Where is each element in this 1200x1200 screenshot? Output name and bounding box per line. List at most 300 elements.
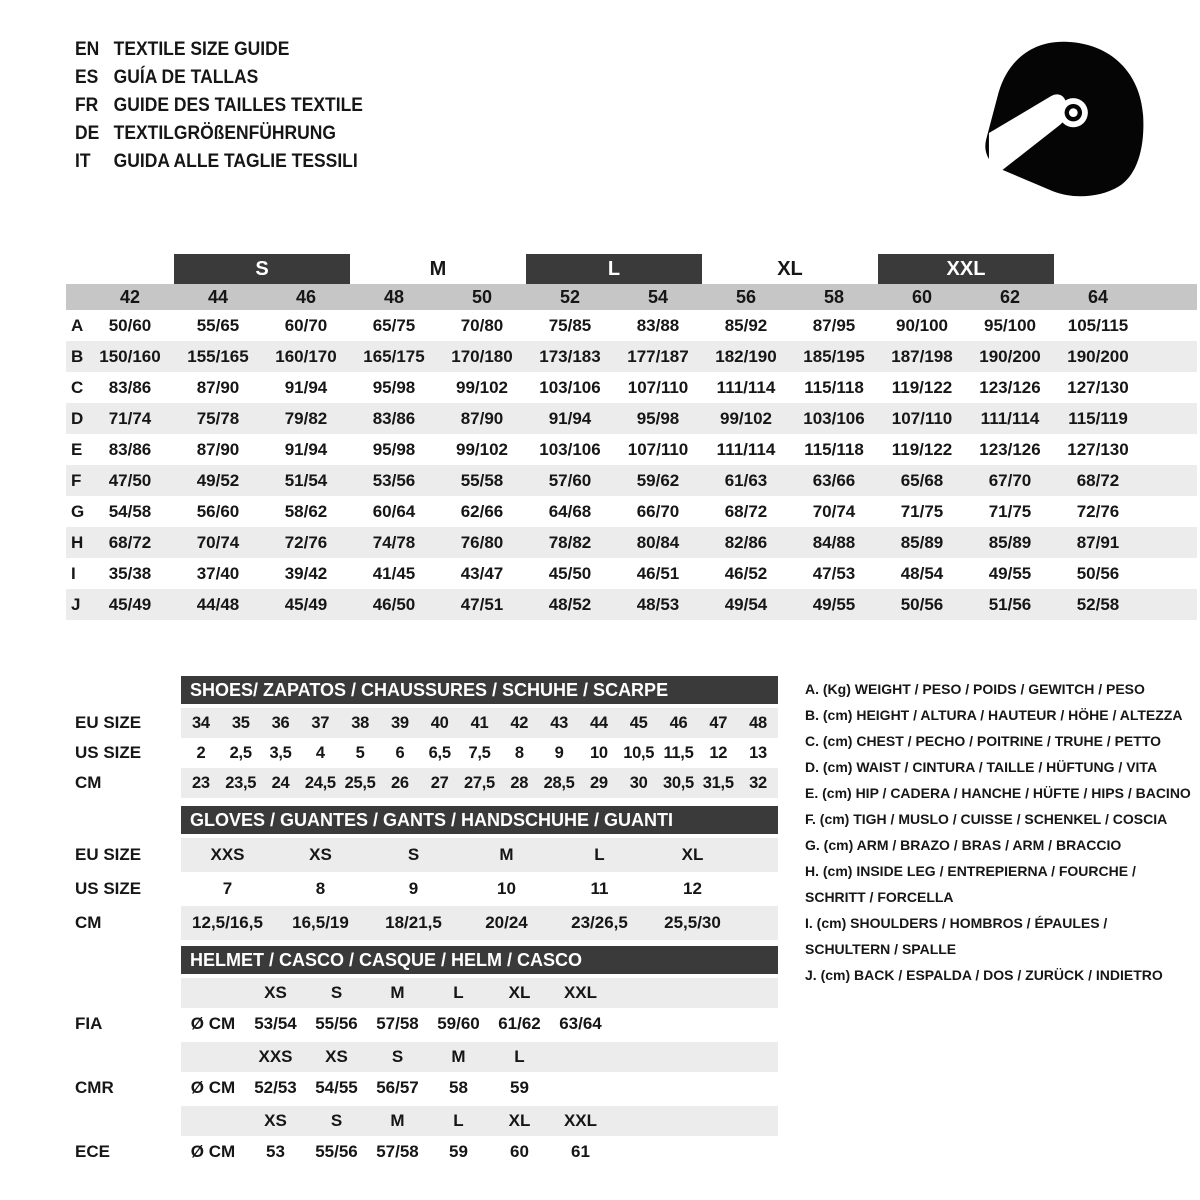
size-band: XL [777, 258, 803, 280]
row-label: US SIZE [75, 743, 142, 762]
language-code: IT [75, 151, 91, 172]
helmet-size-header-cell: M [451, 1047, 466, 1066]
row-label-spacer [66, 1042, 181, 1072]
size-cell: 9 [408, 879, 419, 898]
size-band-row [66, 254, 1197, 284]
language-row [75, 64, 363, 92]
helmet-size-cell: 59 [449, 1142, 468, 1161]
measurement-cell: 51/54 [284, 470, 328, 490]
measurement-cell: 70/74 [812, 501, 856, 521]
measurement-cell: 71/74 [108, 408, 152, 428]
row-label: CM [75, 913, 102, 932]
measurement-cell: 50/56 [1076, 563, 1120, 583]
measurement-cell: 54/58 [108, 501, 152, 521]
measurement-cell: 187/198 [891, 346, 953, 366]
measurement-cell: 75/85 [548, 315, 592, 335]
measurement-cell: 76/80 [460, 532, 504, 552]
size-band [1054, 254, 1142, 284]
size-cell: 47 [709, 713, 728, 732]
size-cell: XL [681, 845, 704, 864]
measurement-cell: 82/86 [724, 532, 768, 552]
helmet-size-cell: 56/57 [376, 1078, 419, 1097]
helmet-size-cell: 55/56 [315, 1014, 358, 1033]
size-cell: 38 [351, 713, 369, 732]
size-cell: 26 [391, 773, 409, 792]
measurement-row [66, 372, 1197, 403]
measurement-row-label: E [71, 439, 83, 459]
language-title: GUIDE DES TAILLES TEXTILE [113, 95, 363, 116]
helmet-value-row [66, 1008, 778, 1040]
size-cell: 23/26,5 [571, 913, 628, 932]
measurement-cell: 95/98 [372, 377, 416, 397]
measurement-row [66, 527, 1197, 558]
helmet-size-cell: 63/64 [559, 1014, 602, 1033]
measurement-row-label: I [71, 563, 76, 583]
helmet-size-header-cell: L [453, 1111, 464, 1130]
measurement-cell: 95/100 [984, 315, 1036, 335]
language-title: GUÍA DE TALLAS [113, 67, 259, 88]
legend-item [805, 702, 1198, 728]
size-cell: XS [309, 845, 332, 864]
measurement-cell: 83/88 [636, 315, 680, 335]
size-cell: 30,5 [663, 773, 694, 792]
measurement-cell: 67/70 [988, 470, 1032, 490]
size-cell: 29 [589, 773, 608, 792]
size-cell: 31,5 [702, 773, 734, 792]
gloves-title-bar: GLOVES / GUANTES / GANTS / HANDSCHUHE / GUANTI [181, 806, 778, 834]
measurement-cell: 68/72 [1076, 470, 1120, 490]
size-cell: 2,5 [229, 743, 252, 762]
language-code: EN [75, 39, 100, 60]
measurement-cell: 85/92 [724, 315, 768, 335]
language-title: TEXTILE SIZE GUIDE [113, 39, 290, 60]
language-title: TEXTILGRÖßENFÜHRUNG [113, 123, 337, 144]
measurement-cell: 99/102 [456, 439, 508, 459]
language-code: FR [75, 95, 99, 116]
row-cells [181, 1042, 778, 1072]
helmet-size-header-cell: S [330, 1111, 343, 1130]
measurement-cell: 65/68 [900, 470, 944, 490]
row-label: CM [75, 773, 102, 792]
size-cell: 10 [497, 879, 516, 898]
measurement-cell: 111/114 [716, 377, 776, 397]
measurement-cell: 123/126 [979, 377, 1041, 397]
measurement-row-label: G [71, 501, 85, 521]
size-cell: 24,5 [304, 773, 336, 792]
measurement-cell: 48/52 [548, 594, 592, 614]
measurement-cell: 87/90 [196, 377, 240, 397]
size-cell: XXS [210, 845, 245, 864]
size-cell: 43 [550, 713, 568, 732]
legend-item [805, 910, 1198, 962]
measurement-row-label: J [71, 594, 81, 614]
size-cell: 11,5 [663, 743, 694, 762]
measurement-cell: 83/86 [108, 439, 152, 459]
size-cell: 9 [554, 743, 564, 762]
measurement-cell: 95/98 [372, 439, 416, 459]
size-cell: 25,5/30 [664, 913, 721, 932]
legend-item [805, 806, 1198, 832]
measurement-cell: 72/76 [284, 532, 328, 552]
row-cells [181, 838, 778, 872]
measurement-cell: 123/126 [979, 439, 1041, 459]
measurement-cell: 57/60 [548, 470, 592, 490]
size-band: L [526, 254, 702, 284]
textile-size-table [66, 254, 1197, 620]
size-cell: 27,5 [464, 773, 495, 792]
helmet-size-header-cell: XL [508, 983, 531, 1002]
measurement-cell: 155/165 [187, 346, 249, 366]
measurement-cell: 35/38 [108, 563, 152, 583]
measurement-cell: 49/55 [812, 594, 856, 614]
measurement-cell: 70/80 [460, 315, 504, 335]
measurement-cell: 103/106 [803, 408, 865, 428]
size-cell: 2 [196, 743, 206, 762]
measurement-cell: 52/58 [1076, 594, 1120, 614]
measurement-cell: 46/52 [724, 563, 768, 583]
helmet-value-row [66, 1136, 778, 1168]
helmet-size-cell: 61 [571, 1142, 590, 1161]
size-cell: S [407, 845, 420, 864]
size-cell: 7 [222, 879, 233, 898]
shoes-size-table [66, 676, 778, 798]
size-cell: 44 [589, 713, 608, 732]
measurement-cell: 107/110 [627, 439, 689, 459]
legend-item [805, 780, 1198, 806]
legend-item [805, 962, 1198, 988]
measurement-cell: 71/75 [900, 501, 944, 521]
measurement-cell: 68/72 [724, 501, 768, 521]
size-cell: 3,5 [269, 743, 292, 762]
helmet-size-header-cell: S [391, 1047, 404, 1066]
column-header-cell: 52 [559, 286, 581, 307]
measurement-row [66, 341, 1197, 372]
helmet-size-cell: 57/58 [376, 1142, 419, 1161]
measurement-cell: 111/114 [716, 439, 776, 459]
measurement-cell: 55/58 [460, 470, 504, 490]
measurement-cell: 50/60 [108, 315, 152, 335]
measurement-row [66, 558, 1197, 589]
measurement-cell: 79/82 [284, 408, 328, 428]
legend-line: F. (cm) TIGH / MUSLO / CUISSE / SCHENKEL / COSCIA [805, 811, 1168, 827]
size-cell: 10 [589, 743, 608, 762]
measurement-row [66, 496, 1197, 527]
row-label-spacer [66, 1106, 181, 1136]
size-cell: 27 [430, 773, 449, 792]
size-cell: 10,5 [623, 743, 655, 762]
measurement-cell: 47/50 [108, 470, 152, 490]
measurement-cell: 185/195 [803, 346, 865, 366]
size-cell: 12,5/16,5 [192, 913, 263, 932]
measurement-cell: 66/70 [636, 501, 680, 521]
helmet-size-cell: 58 [449, 1078, 468, 1097]
legend-line: A. (Kg) WEIGHT / PESO / POIDS / GEWITCH / PESO [805, 681, 1145, 697]
legend-line: H. (cm) INSIDE LEG / ENTREPIERNA / FOURCHE / [805, 863, 1136, 879]
gloves-row [66, 838, 778, 872]
measurement-cell: 45/49 [108, 594, 152, 614]
measurement-row-label: F [71, 470, 82, 490]
language-row [75, 36, 363, 64]
measurement-cell: 65/75 [372, 315, 416, 335]
measurement-cell: 115/118 [804, 377, 864, 397]
helmet-size-cell: 53/54 [254, 1014, 297, 1033]
measurement-cell: 59/62 [636, 470, 680, 490]
size-cell: 45 [629, 713, 648, 732]
size-band: M [429, 258, 447, 280]
size-cell: 34 [192, 713, 210, 732]
measurement-cell: 105/115 [1067, 315, 1129, 335]
measurement-cell: 48/54 [900, 563, 944, 583]
size-cell: 12 [709, 743, 728, 762]
language-code: ES [75, 67, 99, 88]
helmet-size-table [66, 946, 778, 1170]
measurement-cell: 45/50 [548, 563, 592, 583]
helmet-size-cell: 61/62 [498, 1014, 541, 1033]
row-label: US SIZE [75, 879, 142, 898]
measurement-cell: 87/95 [812, 315, 856, 335]
measurement-cell: 46/50 [372, 594, 416, 614]
legend-line: J. (cm) BACK / ESPALDA / DOS / ZURÜCK / INDIETRO [805, 967, 1163, 983]
helmet-title-bar: HELMET / CASCO / CASQUE / HELM / CASCO [181, 946, 778, 974]
measurement-cell: 103/106 [539, 439, 601, 459]
helmet-size-header-row [66, 978, 778, 1008]
helmet-standard-group [66, 1042, 778, 1104]
standard-label: ECE [75, 1142, 110, 1161]
helmet-size-cell: 59/60 [437, 1014, 480, 1033]
size-cell: 6 [395, 743, 405, 762]
helmet-size-header-cell: XXL [563, 983, 598, 1002]
size-cell: 30 [629, 773, 648, 792]
measurement-cell: 47/53 [812, 563, 856, 583]
measurement-row [66, 434, 1197, 465]
standard-label: CMR [75, 1078, 114, 1097]
row-cells [181, 738, 778, 768]
size-band [86, 254, 174, 284]
helmet-size-header-cell: XXS [258, 1047, 293, 1066]
row-label: EU SIZE [75, 845, 142, 864]
racing-helmet-icon-svg [975, 38, 1160, 198]
measurement-cell: 47/51 [460, 594, 504, 614]
measurement-cell: 170/180 [451, 346, 513, 366]
measurement-cell: 45/49 [284, 594, 328, 614]
size-cell: 11 [590, 879, 609, 898]
gloves-size-table [66, 806, 778, 940]
measurement-cell: 70/74 [196, 532, 240, 552]
legend-item [805, 832, 1198, 858]
measurement-cell: 84/88 [812, 532, 856, 552]
helmet-size-header-row [66, 1106, 778, 1136]
measurement-cell: 71/75 [988, 501, 1032, 521]
measurement-cell: 83/86 [108, 377, 152, 397]
helmet-standard-group [66, 978, 778, 1040]
measurement-cell: 119/122 [891, 377, 953, 397]
helmet-size-header-row [66, 1042, 778, 1072]
measurement-cell: 50/56 [900, 594, 944, 614]
helmet-size-header-cell: M [390, 983, 405, 1002]
measurement-cell: 55/65 [196, 315, 240, 335]
helmet-size-header-cell: L [514, 1047, 525, 1066]
size-cell: L [594, 845, 605, 864]
column-header-cell: 60 [911, 286, 933, 307]
size-cell: 42 [510, 713, 529, 732]
measurement-cell: 85/89 [988, 532, 1032, 552]
measurement-cell: 182/190 [715, 346, 777, 366]
helmet-size-header-cell: L [453, 983, 464, 1002]
legend-item [805, 858, 1198, 910]
measurement-cell: 61/63 [724, 470, 768, 490]
measurement-cell: 83/86 [372, 408, 416, 428]
measurement-cell: 127/130 [1067, 377, 1129, 397]
row-cells [181, 1136, 778, 1168]
size-band: S [174, 254, 350, 284]
measurement-row [66, 589, 1197, 620]
size-cell: 23 [192, 773, 210, 792]
measurement-cell: 56/60 [196, 501, 240, 521]
size-cell: 40 [430, 713, 449, 732]
size-cell: 39 [391, 713, 409, 732]
row-cells [181, 768, 778, 798]
size-cell: 41 [470, 713, 489, 732]
measurement-cell: 58/62 [284, 501, 328, 521]
helmet-size-header-cell: XL [508, 1111, 531, 1130]
measurement-cell: 64/68 [548, 501, 592, 521]
size-cell: 8 [514, 743, 524, 762]
helmet-size-header-cell: S [330, 983, 343, 1002]
column-header-row [66, 284, 1197, 310]
measurement-cell: 107/110 [627, 377, 689, 397]
legend-line: SCHULTERN / SPALLE [805, 941, 957, 957]
language-row [75, 148, 363, 176]
helmet-size-header-cell: XXL [563, 1111, 598, 1130]
size-cell: 46 [669, 713, 688, 732]
measurement-row-label: H [71, 532, 84, 552]
measurement-cell: 115/119 [1068, 408, 1128, 428]
column-header-cell: 56 [735, 286, 757, 307]
size-cell: 7,5 [468, 743, 491, 762]
language-title-block [75, 36, 363, 176]
measurement-row [66, 310, 1197, 341]
column-header-cell: 62 [999, 286, 1021, 307]
column-header-cell: 58 [823, 286, 845, 307]
measurement-cell: 63/66 [812, 470, 856, 490]
helmet-size-cell: 54/55 [315, 1078, 358, 1097]
size-cell: 37 [311, 713, 330, 732]
size-cell: 23,5 [225, 773, 257, 792]
measurement-cell: 46/51 [636, 563, 680, 583]
helmet-value-row [66, 1072, 778, 1104]
language-row [75, 120, 363, 148]
size-cell: 18/21,5 [385, 913, 442, 932]
measurement-cell: 60/70 [284, 315, 328, 335]
measurement-row [66, 465, 1197, 496]
size-cell: 20/24 [485, 913, 528, 932]
measurement-cell: 115/118 [804, 439, 864, 459]
column-header-cell: 50 [471, 286, 493, 307]
measurement-cell: 119/122 [891, 439, 953, 459]
measurement-cell: 62/66 [460, 501, 504, 521]
size-cell: 48 [749, 713, 767, 732]
row-cells [181, 1106, 778, 1136]
size-band: XXL [878, 254, 1054, 284]
measurement-row-label: A [71, 315, 84, 335]
helmet-size-header-cell: XS [325, 1047, 348, 1066]
row-label: EU SIZE [75, 713, 142, 732]
measurement-cell: 53/56 [372, 470, 416, 490]
measurement-cell: 43/47 [460, 563, 504, 583]
measurement-cell: 91/94 [284, 377, 328, 397]
measurement-cell: 49/55 [988, 563, 1032, 583]
measurement-cell: 173/183 [539, 346, 601, 366]
column-header-cell: 54 [647, 286, 669, 307]
measurement-cell: 80/84 [636, 532, 680, 552]
column-header-cell: 42 [119, 286, 141, 307]
size-cell: 16,5/19 [292, 913, 349, 932]
unit-cell: Ø CM [190, 1142, 236, 1161]
size-cell: 28 [510, 773, 529, 792]
measurement-cell: 51/56 [988, 594, 1032, 614]
shoes-title-bar: SHOES/ ZAPATOS / CHAUSSURES / SCHUHE / SCARPE [181, 676, 778, 704]
legend-item [805, 676, 1198, 702]
measurement-cell: 91/94 [284, 439, 328, 459]
size-cell: 24 [271, 773, 290, 792]
size-cell: 8 [315, 879, 326, 898]
row-cells [181, 1008, 778, 1040]
racing-helmet-icon [975, 38, 1160, 198]
measurement-cell: 190/200 [979, 346, 1041, 366]
measurement-cell: 49/52 [196, 470, 240, 490]
measurement-cell: 87/91 [1076, 532, 1120, 552]
helmet-size-cell: 55/56 [315, 1142, 358, 1161]
column-header-cell: 46 [295, 286, 317, 307]
shoes-row [66, 708, 778, 738]
gloves-row [66, 906, 778, 940]
measurement-cell: 190/200 [1067, 346, 1129, 366]
measurement-cell: 37/40 [196, 563, 240, 583]
row-cells [181, 872, 778, 906]
measurement-cell: 85/89 [900, 532, 944, 552]
column-header-cell: 48 [383, 286, 405, 307]
measurement-cell: 150/160 [99, 346, 161, 366]
shoes-row [66, 768, 778, 798]
row-label-spacer [66, 978, 181, 1008]
measurement-cell: 99/102 [456, 377, 508, 397]
measurement-cell: 44/48 [196, 594, 240, 614]
size-cell: 28,5 [543, 773, 575, 792]
measurement-row-label: D [71, 408, 84, 428]
legend-line: C. (cm) CHEST / PECHO / POITRINE / TRUHE / PETTO [805, 733, 1162, 749]
size-cell: 32 [749, 773, 767, 792]
measurement-cell: 90/100 [896, 315, 948, 335]
helmet-size-header-cell: M [390, 1111, 405, 1130]
helmet-size-cell: 59 [510, 1078, 529, 1097]
measurement-cell: 127/130 [1067, 439, 1129, 459]
measurement-cell: 68/72 [108, 532, 152, 552]
measurement-cell: 91/94 [548, 408, 592, 428]
helmet-size-cell: 57/58 [376, 1014, 419, 1033]
size-cell: 36 [271, 713, 290, 732]
row-cells [181, 708, 778, 738]
legend-line: B. (cm) HEIGHT / ALTURA / HAUTEUR / HÖHE / ALTEZZA [805, 707, 1183, 723]
legend-line: D. (cm) WAIST / CINTURA / TAILLE / HÜFTUNG / VITA [805, 759, 1158, 775]
measurement-row-label: C [71, 377, 84, 397]
measurement-cell: 75/78 [196, 408, 240, 428]
legend-line: I. (cm) SHOULDERS / HOMBROS / ÉPAULES / [805, 915, 1108, 931]
gloves-row [66, 872, 778, 906]
measurement-cell: 87/90 [460, 408, 504, 428]
size-cell: 4 [315, 743, 325, 762]
row-cells [181, 1072, 778, 1104]
legend-line: SCHRITT / FORCELLA [805, 889, 954, 905]
